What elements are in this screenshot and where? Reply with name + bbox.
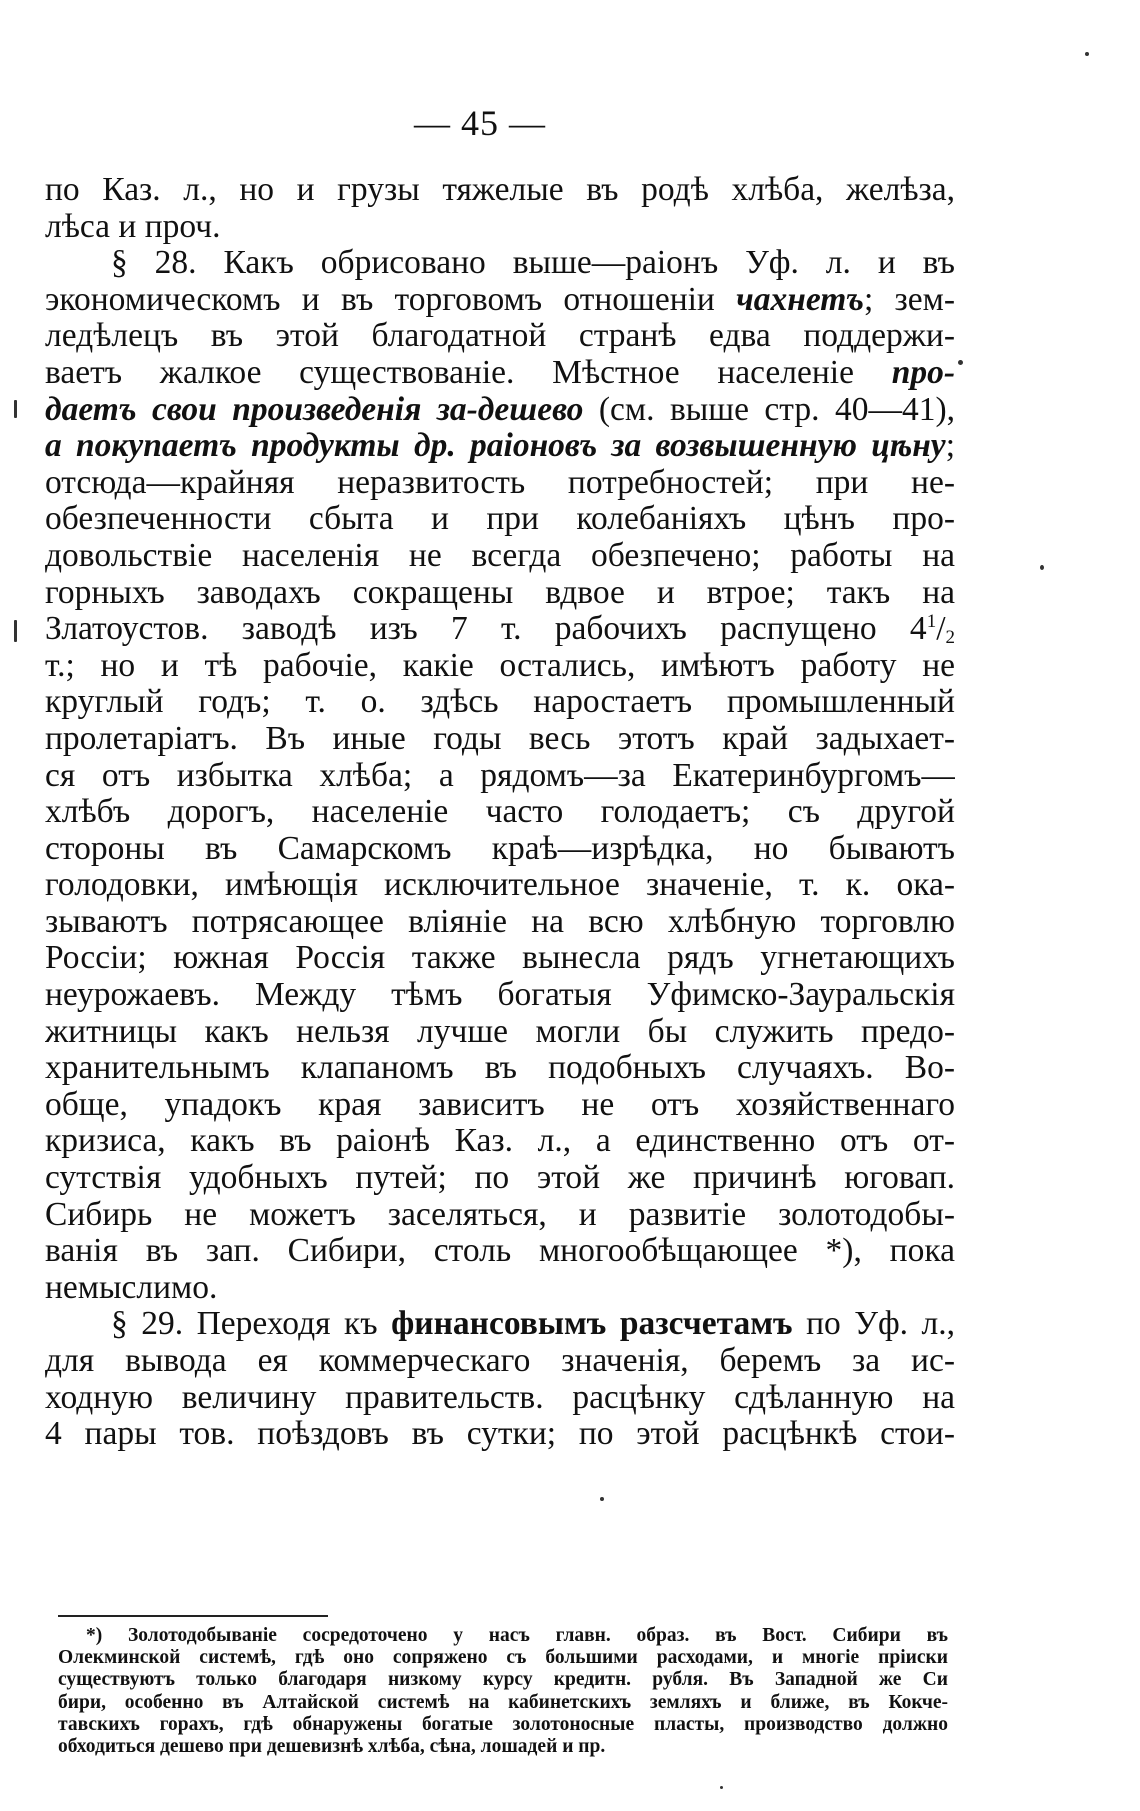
text-run: ваетъ жалкое существованіе. Мѣстное населеніе bbox=[45, 354, 892, 391]
text-line: пролетаріатъ. Въ иные годы весь этотъ край задыхает- bbox=[45, 720, 955, 757]
text-line: ся отъ избытка хлѣба; а рядомъ—за Екатеринбургомъ— bbox=[45, 757, 955, 794]
footnote-reference-line: ванія въ зап. Сибири, столь многообѣщающее *), пока bbox=[45, 1233, 955, 1270]
scan-speck bbox=[1040, 565, 1044, 570]
text-line: 4 пары тов. поѣздовъ въ сутки; по этой расцѣнкѣ стои- bbox=[45, 1416, 955, 1453]
text-line: по Каз. л., но и грузы тяжелые въ родѣ хлѣба, желѣза, bbox=[45, 172, 955, 208]
text-run: ; зем- bbox=[863, 281, 955, 318]
text-line: зываютъ потрясающее вліяніе на всю хлѣбную торговлю bbox=[45, 903, 955, 940]
emphasis-run: чахнетъ bbox=[736, 281, 864, 318]
emphasis-run: даетъ свои произведенія за-дешево bbox=[45, 391, 584, 428]
scan-speck bbox=[600, 1497, 604, 1501]
main-text bbox=[45, 172, 955, 1453]
text-line bbox=[45, 392, 955, 429]
text-line: ходную величину правительств. расцѣнку сдѣланную на bbox=[45, 1379, 955, 1416]
text-line bbox=[45, 611, 955, 648]
text-line: т.; но и тѣ рабочіе, какіе остались, имѣютъ работу не bbox=[45, 647, 955, 684]
emphasis-run: про- bbox=[891, 354, 955, 391]
text-line: лѣса и проч. bbox=[45, 208, 221, 245]
footnote bbox=[58, 1625, 948, 1758]
scan-speck bbox=[14, 400, 17, 418]
text-line: сутствія удобныхъ путей; по этой же причинѣ юговап. bbox=[45, 1160, 955, 1197]
fraction-slash: / bbox=[936, 611, 946, 648]
text-line: хранительнымъ клапаномъ въ подобныхъ случаяхъ. Во- bbox=[45, 1050, 955, 1087]
footnote-line: тавскихъ горахъ, гдѣ обнаружены богатые золотоносные пласты, производство должно bbox=[58, 1713, 948, 1735]
text-line: для вывода ея коммерческаго значенія, беремъ за ис- bbox=[45, 1343, 955, 1379]
footnote-line: *) Золотодобываніе сосредоточено у насъ главн. образ. въ Вост. Сибири въ bbox=[86, 1625, 948, 1646]
bold-run: финансовымъ разсчетамъ bbox=[391, 1306, 793, 1343]
footnote-line: существуютъ только благодаря низкому курсу кредитн. рубля. Въ Западной же Си bbox=[58, 1669, 948, 1691]
text-line: Сибирь не можетъ заселяться, и развитіе золотодобы- bbox=[45, 1196, 955, 1233]
footnote-line: обходиться дешево при дешевизнѣ хлѣба, сѣна, лошадей и пр. bbox=[58, 1736, 606, 1758]
text-line: неурожаевъ. Между тѣмъ богатыя Уфимско-Зауральскія bbox=[45, 977, 955, 1014]
text-line bbox=[45, 282, 955, 319]
text-run: по Уф. л., bbox=[792, 1306, 955, 1343]
text-line: горныхъ заводахъ сокращены вдвое и втрое; такъ на bbox=[45, 574, 955, 611]
scan-speck bbox=[958, 360, 963, 365]
text-run: Златоустов. заводѣ изъ 7 т. рабочихъ распущено 4 bbox=[45, 611, 927, 648]
text-line: обще, упадокъ края зависитъ не отъ хозяйственнаго bbox=[45, 1086, 955, 1123]
text-line: отсюда—крайняя неразвитость потребностей; при не- bbox=[45, 464, 955, 501]
scan-speck bbox=[14, 620, 17, 642]
text-line: голодовки, имѣющія исключительное значеніе, т. к. ока- bbox=[45, 867, 955, 904]
text-line: Россіи; южная Россія также вынесла рядъ угнетающихъ bbox=[45, 940, 955, 977]
text-line: довольствіе населенія не всегда обезпечено; работы на bbox=[45, 537, 955, 574]
text-line: круглый годъ; т. о. здѣсь наростаетъ промышленный bbox=[45, 684, 955, 721]
text-line: кризиса, какъ въ раіонѣ Каз. л., а единственно отъ от- bbox=[45, 1123, 955, 1160]
text-run: ; bbox=[945, 428, 955, 465]
text-line: стороны въ Самарскомъ краѣ—изрѣдка, но бываютъ bbox=[45, 830, 955, 867]
text-line: немыслимо. bbox=[45, 1269, 218, 1306]
emphasis-run: а покупаетъ продукты др. раіоновъ за возвышенную цѣну bbox=[45, 428, 946, 465]
text-line: хлѣбъ дорогъ, населеніе часто голодаетъ; съ другой bbox=[45, 794, 955, 831]
text-line: обезпеченности сбыта и при колебаніяхъ цѣнъ про- bbox=[45, 501, 955, 538]
footnote-line: бири, особенно въ Алтайской системѣ на кабинетскихъ земляхъ и ближе, въ Кокче- bbox=[58, 1691, 948, 1713]
text-line bbox=[45, 355, 955, 392]
text-line: ледѣлецъ въ этой благодатной странѣ едва поддержи- bbox=[45, 318, 955, 355]
footnote-line: Олекминской системѣ, гдѣ оно сопряжено съ большими расходами, и многіе пріиски bbox=[58, 1647, 948, 1669]
fraction-numerator: 1 bbox=[926, 611, 937, 633]
scan-speck bbox=[720, 1786, 723, 1789]
text-run: экономическомъ и въ торговомъ отношеніи bbox=[45, 281, 737, 318]
scan-speck bbox=[1085, 52, 1089, 56]
text-line bbox=[45, 428, 955, 465]
text-line: житницы какъ нельзя лучше могли бы служить предо- bbox=[45, 1013, 955, 1050]
page-number: — 45 — bbox=[414, 103, 546, 143]
text-run: § 29. Переходя къ bbox=[111, 1306, 392, 1343]
footnote-separator bbox=[58, 1615, 328, 1617]
section-28-heading-line: § 28. Какъ обрисовано выше—раіонъ Уф. л. и въ bbox=[111, 245, 955, 282]
text-run: (см. выше стр. 40—41), bbox=[583, 391, 955, 428]
fraction-denominator: 2 bbox=[945, 627, 955, 648]
section-29-heading-line bbox=[45, 1306, 955, 1343]
